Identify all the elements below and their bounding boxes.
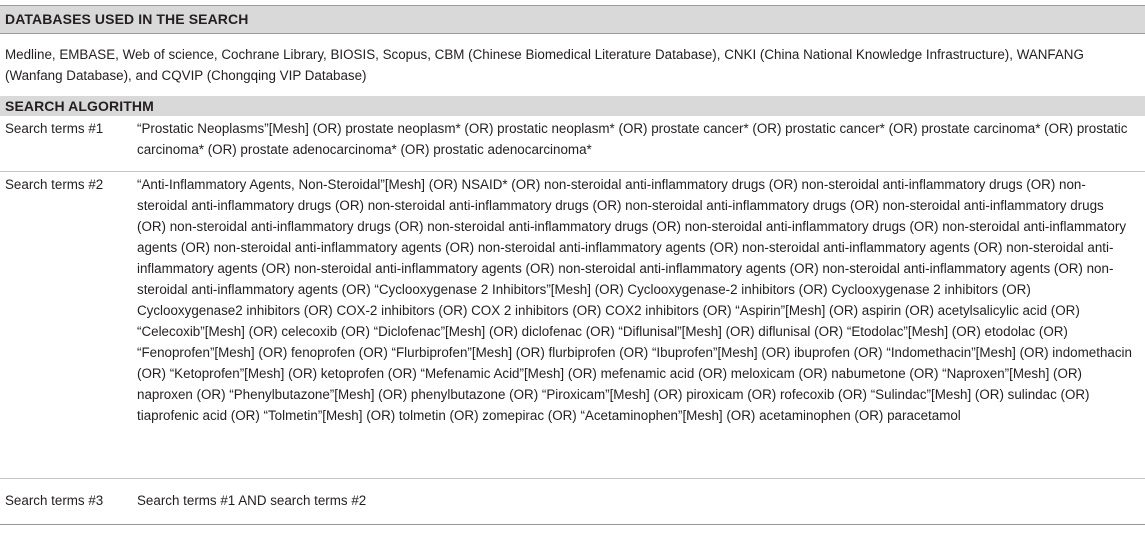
- table-row: [0, 172, 1145, 479]
- row-label: Search terms #3: [5, 493, 104, 508]
- search-strategy-table: [0, 5, 1145, 525]
- row-label: Search terms #2: [5, 177, 104, 192]
- row-content: “Prostatic Neoplasms”[Mesh] (OR) prostate neoplasm* (OR) prostatic neoplasm* (OR) prostate cancer* (OR) prostatic cancer* (OR) prostate carcinoma* (OR) prostatic carcinoma* (OR) prostate adenocarcinoma* (OR) prostatic adenocarcinoma*: [137, 121, 1128, 157]
- search-algorithm-heading: SEARCH ALGORITHM: [0, 96, 1145, 116]
- row-label: Search terms #1: [5, 121, 104, 136]
- row-content: Search terms #1 AND search terms #2: [137, 493, 367, 508]
- table-row: [0, 479, 1145, 524]
- row-content: “Anti-Inflammatory Agents, Non-Steroidal”[Mesh] (OR) NSAID* (OR) non-steroidal anti-inflammatory drugs (OR) non-steroidal anti-inflammatory drugs (OR) non-steroidal anti-inflammatory drugs (OR) non-steroidal anti-inflammatory drugs (OR) non-steroidal anti-inflammatory drugs (OR) non-steroidal anti-inflammatory drugs (OR) non-steroidal anti-inflammatory drugs (OR) non-steroidal anti-inflammatory drugs (OR) non-steroidal anti-inflammatory drugs (OR) non-steroidal anti-inflammatory agents (OR) non-steroidal anti-inflammatory agents (OR) non-steroidal anti-inflammatory agents (OR) non-steroidal anti-inflammatory agents (OR) non-steroidal anti-inflammatory agents (OR) non-steroidal anti-inflammatory agents (OR) non-steroidal anti-inflammatory agents (OR) non-steroidal anti-inflammatory agents (OR) non-steroidal anti-inflammatory agents (OR) “Cyclooxygenase 2 Inhibitors”[Mesh] (OR) Cyclooxygenase-2 inhibitors (OR) Cyclooxygenase 2 inhibitors (OR) Cyclooxygenase2 inhibitors (OR) COX-2 inhibitors (OR) COX 2 inhibitors (OR) COX2 inhibitors (OR) “Aspirin”[Mesh] (OR) aspirin (OR) acetylsalicylic acid (OR) “Celecoxib”[Mesh] (OR) celecoxib (OR) “Diclofenac”[Mesh] (OR) diclofenac (OR) “Diflunisal”[Mesh] (OR) diflunisal (OR) “Etodolac”[Mesh] (OR) etodolac (OR) “Fenoprofen”[Mesh] (OR) fenoprofen (OR) “Flurbiprofen”[Mesh] (OR) flurbiprofen (OR) “Ibuprofen”[Mesh] (OR) ibuprofen (OR) “Indomethacin”[Mesh] (OR) indomethacin (OR) “Ketoprofen”[Mesh] (OR) ketoprofen (OR) “Mefenamic Acid”[Mesh] (OR) mefenamic acid (OR) meloxicam (OR) nabumetone (OR) “Naproxen”[Mesh] (OR) naproxen (OR) “Phenylbutazone”[Mesh] (OR) phenylbutazone (OR) “Piroxicam”[Mesh] (OR) piroxicam (OR) rofecoxib (OR) “Sulindac”[Mesh] (OR) sulindac (OR) tiaprofenic acid (OR) “Tolmetin”[Mesh] (OR) tolmetin (OR) zomepirac (OR) “Acetaminophen”[Mesh] (OR) acetaminophen (OR) paracetamol: [137, 177, 1132, 423]
- table-row: [0, 116, 1145, 172]
- table-bottom-rule: [0, 524, 1145, 525]
- databases-list: Medline, EMBASE, Web of science, Cochrane Library, BIOSIS, Scopus, CBM (Chinese Biomedical Literature Database), CNKI (China National Knowledge Infrastructure), WANFANG (Wanfang Database), and CQVIP (Chongqing VIP Database): [5, 47, 1084, 83]
- databases-heading: DATABASES USED IN THE SEARCH: [0, 6, 1145, 34]
